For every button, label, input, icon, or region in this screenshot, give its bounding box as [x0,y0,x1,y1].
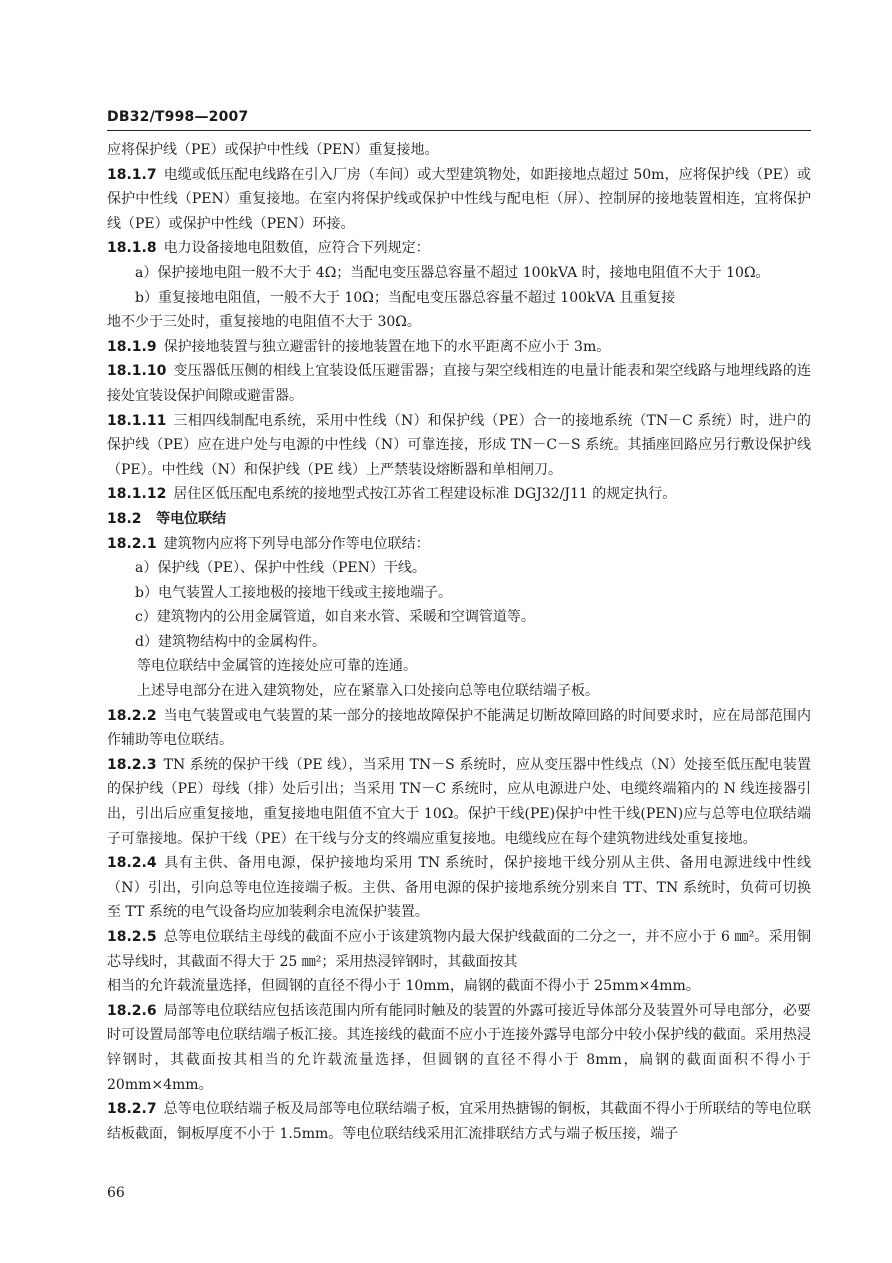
clause-text: 变压器低压侧的相线上宜装设低压避雷器；直接与架空线相连的电量计能表和架空线路与地埋线路的连接处宜装设保护间隙或避雷器。 [107,363,811,404]
clause-number: 18.2.3 [107,756,157,773]
clause-text: 当电气装置或电气装置的某一部分的接地故障保护不能满足切断故障回路的时间要求时，应在局部范围内作辅助等电位联结。 [107,707,811,749]
clause-number: 18.2.7 [107,1101,157,1118]
clause-number: 18.2.1 [107,535,157,552]
clause-number: 18.2.2 [107,707,157,724]
header-rule [107,130,811,131]
clause-18-2-1 [107,532,811,557]
clause-18-2-6 [107,999,811,1097]
clause-text: 三相四线制配电系统，采用中性线（N）和保护线（PE）合一的接地系统（TN－C 系统）时，进户的保护线（PE）应在进户处与电源的中性线（N）可靠连接，形成 TN－C－S 系统。其插座回路应另行敷设保护线（PE）。中性线（N）和保护线（PE 线）上严禁装设熔断器和单相闸刀。 [107,412,811,478]
list-item-a: a）保护线（PE）、保护中性线（PEN）干线。 [135,560,426,577]
section-heading-18-2 [107,507,811,532]
list-item-d: d）建筑物结构中的金属构件。 [135,633,326,650]
list-item-b: b）电气装置人工接地极的接地干线或主接地端子。 [135,584,452,601]
clause-text: 总等电位联结端子板及局部等电位联结端子板，宜采用热搪锡的铜板，其截面不得小于所联结的等电位联结板截面，铜板厚度不小于 1.5mm。等电位联结线采用汇流排联结方式与端子板压接，端子 [107,1101,811,1142]
page-content [107,138,811,1146]
clause-18-1-9 [107,335,811,360]
clause-18-1-12 [107,482,811,507]
clause-continuation: 相当的允许载流量选择，但圆钢的直径不得小于 10mm，扁钢的截面不得小于 25mm×4mm。 [107,978,700,995]
clause-text: 保护接地装置与独立避雷针的接地装置在地下的水平距离不应小于 3m。 [163,338,611,355]
document-code: DB32/T998—2007 [107,109,249,125]
clause-number: 18.1.11 [107,412,167,429]
clause-text: 电缆或低压配电线路在引入厂房（车间）或大型建筑物处，如距接地点超过 50m，应将保护线（PE）或保护中性线（PEN）重复接地。在室内将保护线或保护中性线与配电柜（屏）、控制屏的接地装置相连，宜将保护线（PE）或保护中性线（PEN）环接。 [107,166,811,232]
list-item-c: c）建筑物内的公用金属管道，如自来水管、采暖和空调管道等。 [135,609,535,626]
list-item-b-continuation: 地不少于三处时，重复接地的电阻值不大于 30Ω。 [107,314,421,331]
note-line: 等电位联结中金属管的连接处应可靠的连通。 [137,658,417,675]
clause-text: 局部等电位联结应包括该范围内所有能同时触及的装置的外露可接近导体部分及装置外可导电部分，必要时可设置局部等电位联结端子板汇接。其连接线的截面不应小于连接外露导电部分中较小保护线的截面。采用热浸锌钢时，其截面按其相当的允许载流量选择，但圆钢的直径不得小于 8mm，扁钢的截面面积不得小于 20mm×4mm。 [107,1002,811,1093]
clause-text: 居住区低压配电系统的接地型式按江苏省工程建设标准 DGJ32/J11 的规定执行。 [173,486,677,503]
list-item-a: a）保护接地电阻一般不大于 4Ω；当配电变压器总容量不超过 100kVA 时，接地电阻值不大于 10Ω。 [135,264,770,281]
section-number: 18.2 [107,510,142,527]
clause-number: 18.2.4 [107,855,157,872]
clause-18-2-4 [107,851,811,925]
clause-number: 18.2.5 [107,929,157,945]
section-title: 等电位联结 [156,510,227,527]
paragraph-continuation: 应将保护线（PE）或保护中性线（PEN）重复接地。 [107,142,439,158]
clause-text: 具有主供、备用电源，保护接地均采用 TN 系统时，保护接地干线分别从主供、备用电源进线中性线（N）引出，引向总等电位连接端子板。主供、备用电源的保护接地系统分别来自 TT、TN 系统时，负荷可切换至 TT 系统的电气设备均应加装剩余电流保护装置。 [107,855,811,921]
clause-number: 18.1.8 [107,240,157,257]
clause-18-2-2 [107,704,811,753]
page-number: 66 [107,1185,125,1201]
clause-text: 总等电位联结主母线的截面不应小于该建筑物内最大保护线截面的二分之一，并不应小于 6 ㎜²。采用铜芯导线时，其截面不得大于 25 ㎜²；采用热浸锌钢时，其截面按其 [107,929,811,970]
clause-text: TN 系统的保护干线（PE 线），当采用 TN－S 系统时，应从变压器中性线点（N）处接至低压配电装置的保护线（PE）母线（排）处后引出；当采用 TN－C 系统时，应从电源进户处、电缆终端箱内的 N 线连接器引出，引出后应重复接地，重复接地电阻值不宜大于 10Ω。保护干线(PE)保护中性干线(PEN)应与总等电位联结端子可靠接地。保护干线（PE）在干线与分支的终端应重复接地。电缆线应在每个建筑物进线处重复接地。 [107,756,811,847]
list-item-b: b）重复接地电阻值，一般不大于 10Ω；当配电变压器总容量不超过 100kVA 且重复接 [135,289,676,306]
clause-18-2-5 [107,925,811,974]
clause-number: 18.2.6 [107,1002,157,1019]
clause-18-2-3 [107,753,811,851]
clause-18-1-10 [107,359,811,408]
clause-text: 电力设备接地电阻数值，应符合下列规定： [163,240,430,257]
clause-number: 18.1.10 [107,363,167,380]
clause-18-1-8 [107,236,811,261]
clause-text: 建筑物内应将下列导电部分作等电位联结： [163,535,430,552]
clause-number: 18.1.7 [107,166,157,183]
clause-number: 18.1.12 [107,486,167,503]
clause-18-1-11 [107,409,811,483]
clause-18-2-7 [107,1097,811,1146]
clause-18-1-7 [107,163,811,237]
clause-number: 18.1.9 [107,338,157,355]
note-line: 上述导电部分在进入建筑物处，应在紧靠入口处接向总等电位联结端子板。 [137,683,599,700]
